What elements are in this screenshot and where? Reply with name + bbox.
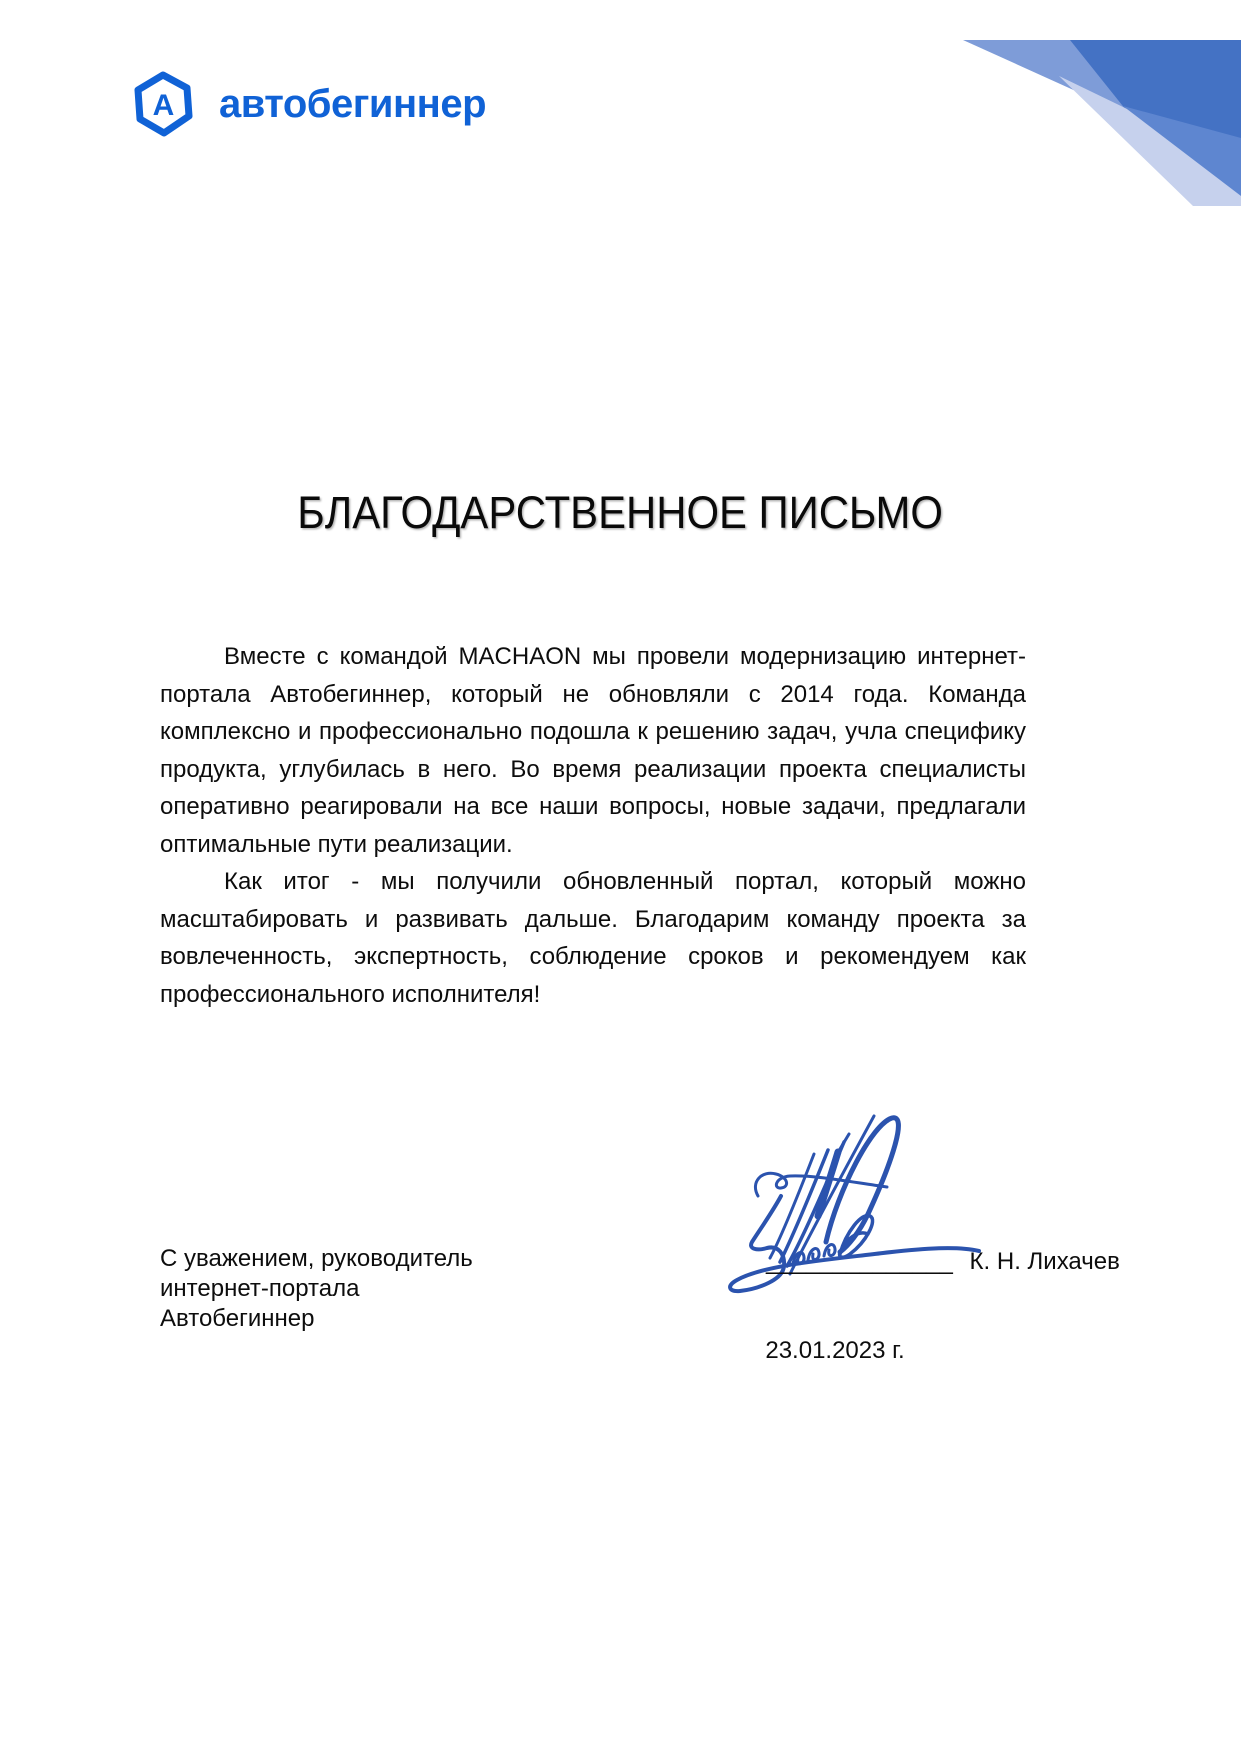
signature-line-block: [766, 1247, 1120, 1277]
paragraph-2: Как итог - мы получили обновленный портал, который можно масштабировать и развивать дальше. Благодарим команду проекта за вовлеченность, экспертность, соблюдение сроков и рекомендуем как профессионального исполнителя!: [160, 868, 1026, 1008]
paragraph-1: Вместе с командой MACHAON мы провели модернизацию интернет-портала Автобегиннер, который не обновляли с 2014 года. Команда комплексно и профессионально подошла к решению задач, учла специфику продукта, углубилась в него. Во время реализации проекта специалисты оперативно реагировали на все наши вопросы, новые задачи, предлагали оптимальные пути реализации.: [160, 643, 1026, 858]
logo-hexagon-icon: [131, 70, 195, 138]
closing-line-1: С уважением, руководитель: [160, 1245, 473, 1272]
closing-line-3: Автобегиннер: [160, 1305, 315, 1332]
brand-logo: [131, 70, 486, 138]
letter-date: 23.01.2023 г.: [765, 1337, 905, 1364]
closing-block: [160, 1244, 473, 1334]
closing-line-2: интернет-портала: [160, 1275, 360, 1302]
title-container: [0, 487, 1241, 539]
letter-body: [160, 638, 1026, 1013]
logo-wordmark: автобегиннер: [219, 82, 487, 126]
signature-underline: ______________: [766, 1248, 953, 1275]
corner-decoration: [963, 0, 1241, 212]
page-title: БЛАГОДАРСТВЕННОЕ ПИСЬМО: [297, 487, 944, 538]
signee-name: К. Н. Лихачев: [969, 1248, 1120, 1275]
logo-letter: А: [152, 89, 175, 122]
